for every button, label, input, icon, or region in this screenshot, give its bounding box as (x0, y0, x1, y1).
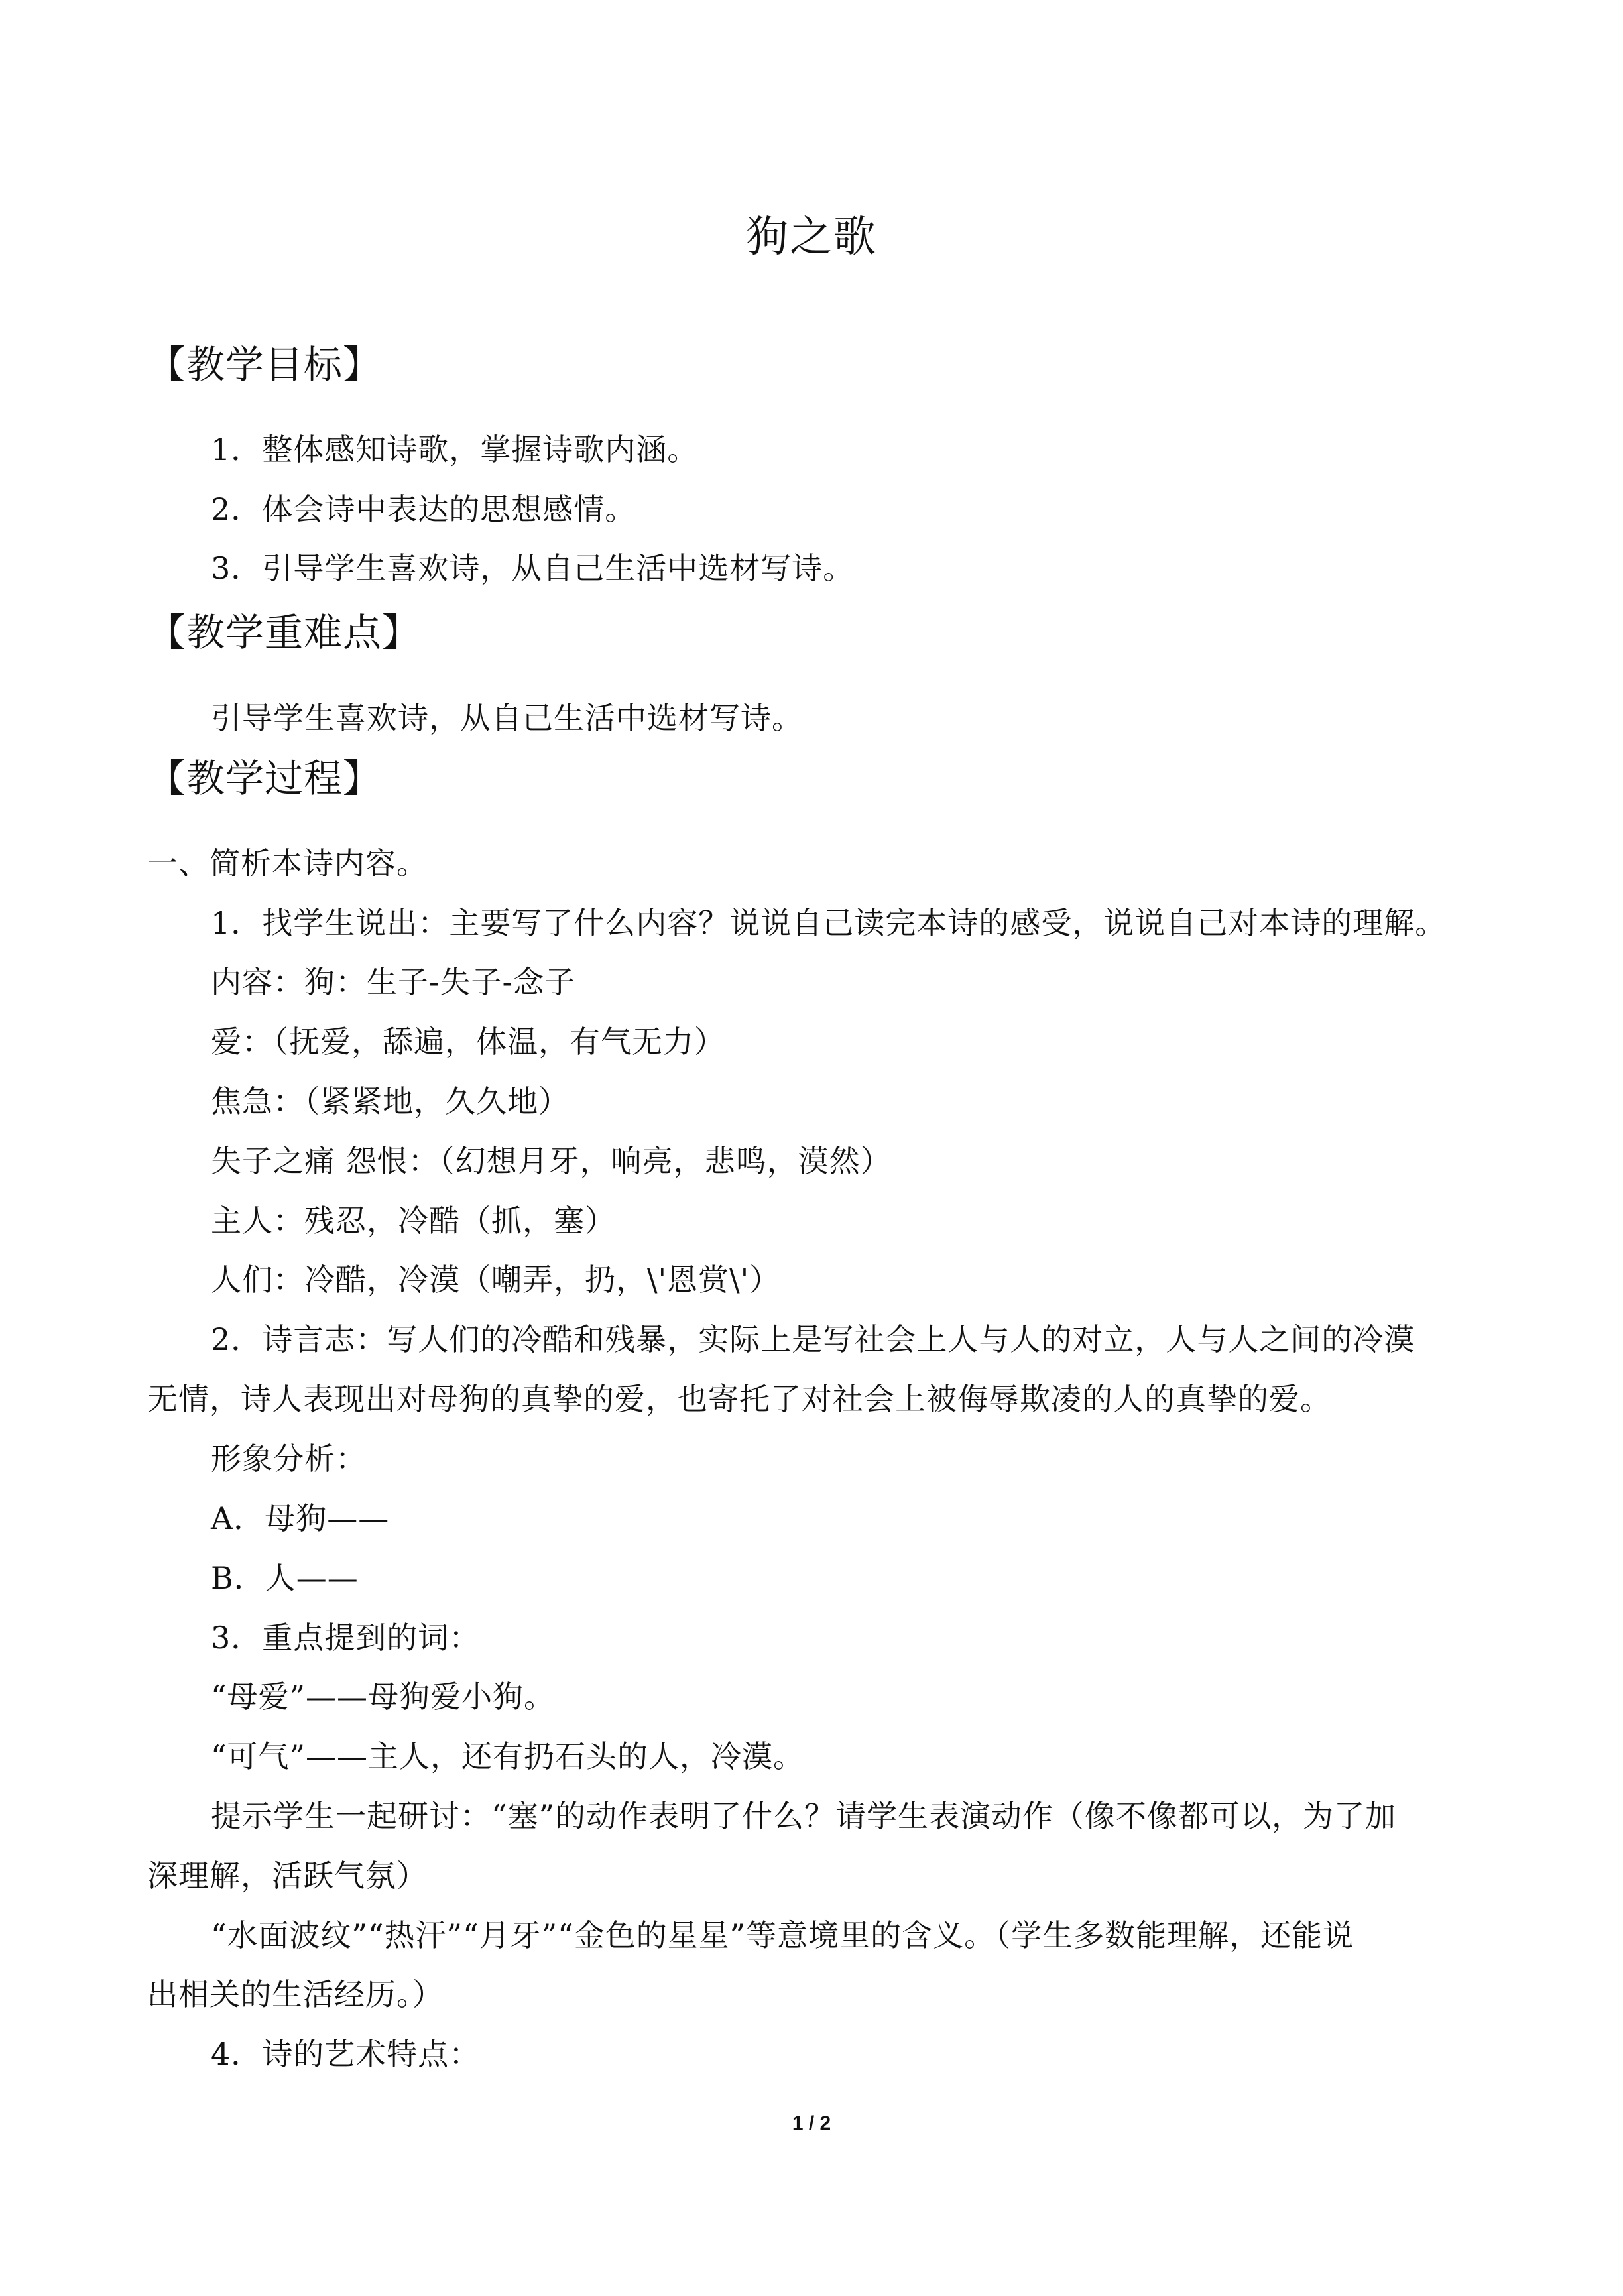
objective-item-2: 2．体会诗中表达的思想感情。 (211, 491, 636, 527)
process-line: 无情，诗人表现出对母狗的真挚的爱，也寄托了对社会上被侮辱欺凌的人的真挚的爱。 (147, 1381, 1331, 1417)
objective-item-3: 3．引导学生喜欢诗，从自己生活中选材写诗。 (211, 550, 855, 586)
process-line: 爱：（抚爱，舔遍，体温，有气无力） (211, 1024, 725, 1059)
process-line: 1．找学生说出：主要写了什么内容？说说自己读完本诗的感受，说说自己对本诗的理解。 (211, 905, 1447, 941)
process-line: 内容：狗：生子-失子-念子 (211, 964, 576, 1000)
process-line: 深理解，活跃气氛） (147, 1858, 428, 1894)
process-line: 焦急：（紧紧地，久久地） (211, 1083, 570, 1119)
process-line: “母爱”——母狗爱小狗。 (211, 1679, 556, 1715)
process-line: 出相关的生活经历。） (147, 1976, 444, 2012)
process-line: “水面波纹”“热汗”“月牙”“金色的星星”等意境里的含义。（学生多数能理解，还能说 (211, 1917, 1354, 1953)
process-line: A．母狗—— (211, 1500, 390, 1536)
page-title: 狗之歌 (746, 213, 877, 262)
key-points-heading: 【教学重难点】 (147, 610, 422, 655)
process-line: 人们：冷酷，冷漠（嘲弄，扔，\'恩赏\'） (211, 1262, 781, 1298)
process-line: 2．诗言志：写人们的冷酷和残暴，实际上是写社会上人与人的对立，人与人之间的冷漠 (211, 1321, 1415, 1357)
process-line: 形象分析： (211, 1441, 367, 1477)
page-number: 1 / 2 (792, 2112, 831, 2134)
process-line: 3．重点提到的词： (211, 1620, 481, 1656)
process-line: 提示学生一起研讨：“塞”的动作表明了什么？请学生表演动作（像不像都可以，为了加 (211, 1798, 1397, 1834)
key-points-text: 引导学生喜欢诗，从自己生活中选材写诗。 (211, 700, 803, 736)
process-line: “可气”——主人，还有扔石头的人，冷漠。 (211, 1738, 805, 1774)
objectives-heading: 【教学目标】 (147, 342, 383, 387)
process-line: B．人—— (211, 1560, 359, 1596)
objective-item-1: 1．整体感知诗歌，掌握诗歌内涵。 (211, 432, 699, 467)
process-heading: 【教学过程】 (147, 756, 383, 801)
process-line: 4．诗的艺术特点： (211, 2036, 481, 2072)
process-line: 失子之痛 怨恨：（幻想月牙，响亮，悲鸣，漠然） (211, 1143, 892, 1179)
process-line: 一、简析本诗内容。 (147, 845, 428, 881)
process-line: 主人：残忍，冷酷（抓，塞） (211, 1203, 616, 1239)
